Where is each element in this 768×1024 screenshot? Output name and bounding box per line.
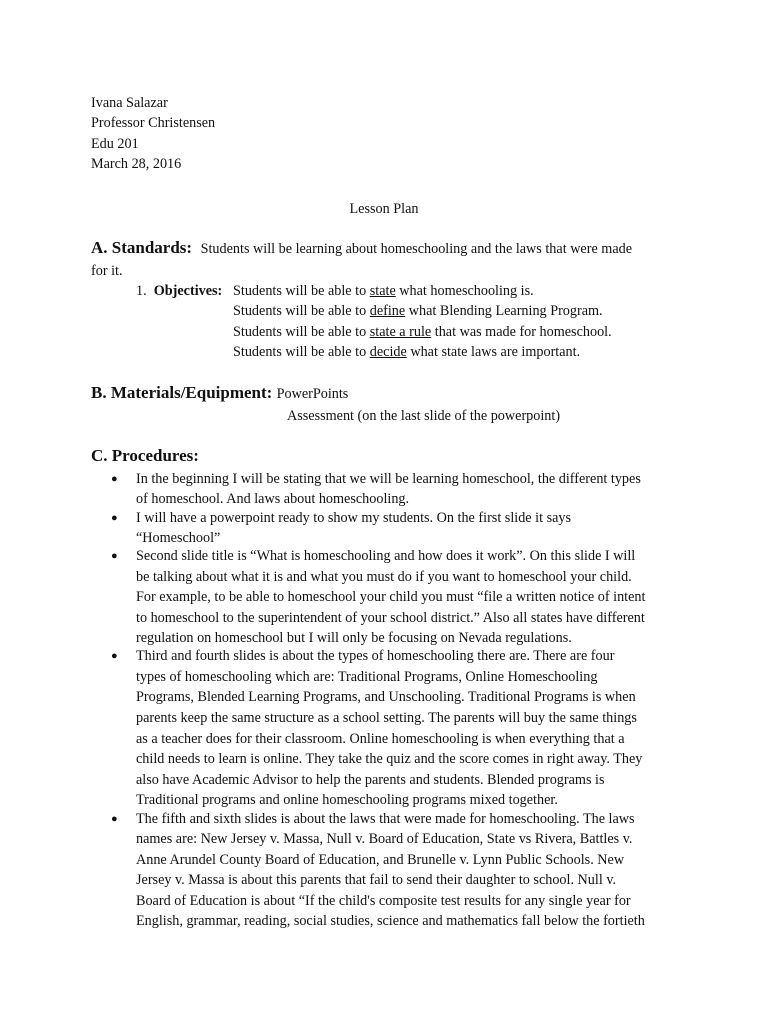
procedure-line: to homeschool to the superintendent of your school district.” Also all states have different [136,610,645,626]
objective-item: Students will be able to state what homeschooling is. [233,283,534,299]
procedure-line: Jersey v. Massa is about this parents that fail to send their daughter to school. Null v. [136,872,617,888]
objective-item: Students will be able to state a rule that was made for homeschool. [233,324,612,340]
procedure-line: Traditional programs and online homeschooling programs mixed together. [136,792,558,808]
procedure-line: Board of Education is about “If the child's composite test results for any single year for [136,893,631,909]
procedure-line: English, grammar, reading, social studies, science and mathematics fall below the fortieth [136,913,645,929]
objective-keyword: state [369,283,396,299]
objectives-label-row [136,281,222,301]
procedure-line: parents keep the same structure as a school setting. The parents will buy the same things [136,710,637,726]
procedure-line: In the beginning I will be stating that we will be learning homeschool, the different types [136,471,641,487]
author-name: Ivana Salazar [91,95,168,111]
procedure-line: Anne Arundel County Board of Education, and Brunelle v. Lynn Public Schools. New [136,852,625,868]
document-title: Lesson Plan [349,201,419,217]
procedure-line: be talking about what it is and what you must do if you want to homeschool your child. [136,569,632,585]
objective-keyword: state a rule [369,324,432,340]
objectives-label: Objectives: [153,283,223,299]
objective-item: Students will be able to define what Blending Learning Program. [233,303,603,319]
material-item: Assessment (on the last slide of the powerpoint) [287,408,561,424]
section-a-heading-label: A. Standards: [91,238,193,257]
procedure-line: types of homeschooling which are: Traditional Programs, Online Homeschooling [136,669,598,685]
section-b-heading-label: B. Materials/Equipment: [91,383,273,402]
procedure-line: For example, to be able to homeschool your child you must “file a written notice of intent [136,589,646,605]
course-code: Edu 201 [91,136,139,152]
procedure-line: The fifth and sixth slides is about the laws that were made for homeschooling. The laws [136,811,635,827]
section-a-text: Students will be learning about homeschooling and the laws that were made [200,241,633,257]
procedure-line: also have Academic Advisor to help the parents and students. Blended programs is [136,772,605,788]
procedure-line: as a teacher does for their classroom. Online homeschooling is when everything that a [136,731,625,747]
bullet-marker: ● [111,473,118,485]
procedure-line: Second slide title is “What is homeschooling and how does it work”. On this slide I will [136,548,636,564]
objective-keyword: decide [369,344,407,360]
document-date: March 28, 2016 [91,156,182,172]
bullet-marker: ● [111,650,118,662]
section-a-heading [91,238,632,259]
objective-item: Students will be able to decide what state laws are important. [233,344,581,360]
procedure-line: I will have a powerpoint ready to show my students. On the first slide it says [136,510,572,526]
procedure-line: regulation on homeschool but I will only be focusing on Nevada regulations. [136,630,572,646]
section-b-heading [91,383,348,404]
procedure-line: Programs, Blended Learning Programs, and Unschooling. Traditional Programs is when [136,689,636,705]
material-item: PowerPoints [276,386,349,402]
procedure-line: of homeschool. And laws about homeschooling. [136,491,410,507]
objectives-number: 1. [136,283,147,299]
procedure-line: child needs to learn is online. They take the quiz and the score comes in right away. They [136,751,643,767]
professor-name: Professor Christensen [91,115,216,131]
bullet-marker: ● [111,813,118,825]
bullet-marker: ● [111,550,118,562]
section-a-text-continued: for it. [91,263,123,279]
procedure-line: names are: New Jersey v. Massa, Null v. Board of Education, State vs Rivera, Battles v. [136,831,633,847]
procedure-line: Third and fourth slides is about the types of homeschooling there are. There are four [136,648,615,664]
section-c-heading: C. Procedures: [91,446,199,465]
objective-keyword: define [369,303,406,319]
bullet-marker: ● [111,512,118,524]
procedure-line: “Homeschool” [136,530,221,546]
